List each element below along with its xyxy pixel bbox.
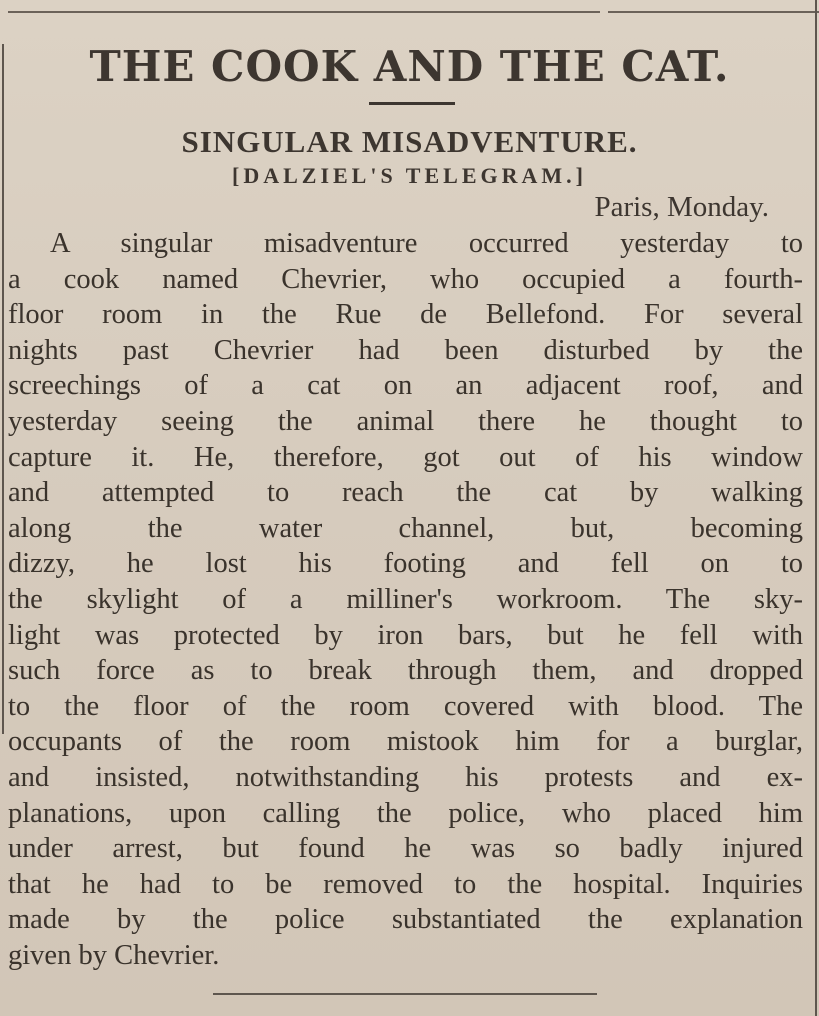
body-line: dizzy, he lost his footing and fell on to bbox=[8, 548, 803, 580]
dateline: Paris, Monday. bbox=[594, 191, 769, 223]
body-line: nights past Chevrier had been disturbed by the bbox=[8, 334, 803, 366]
body-line: occupants of the room mistook him for a burglar, bbox=[8, 726, 803, 758]
headline-divider bbox=[369, 102, 455, 105]
body-line: the skylight of a milliner's workroom. The sky- bbox=[8, 583, 803, 615]
article-body bbox=[8, 226, 803, 973]
body-line: given by Chevrier. bbox=[8, 939, 220, 971]
body-line: yesterday seeing the animal there he thought to bbox=[8, 405, 803, 437]
body-line: made by the police substantiated the explanation bbox=[8, 904, 803, 936]
body-line: that he had to be removed to the hospital. Inquiries bbox=[8, 868, 803, 900]
headline: THE COOK AND THE CAT. bbox=[89, 42, 730, 91]
body-line: along the water channel, but, becoming bbox=[8, 512, 803, 544]
body-line: under arrest, but found he was so badly injured bbox=[8, 833, 803, 865]
subheadline: SINGULAR MISADVENTURE. bbox=[181, 124, 638, 159]
body-line: A singular misadventure occurred yesterday to bbox=[50, 228, 803, 259]
body-line: such force as to break through them, and dropped bbox=[8, 655, 803, 687]
body-line: and insisted, notwithstanding his protests and ex- bbox=[8, 761, 803, 793]
body-line: a cook named Chevrier, who occupied a fourth- bbox=[8, 263, 803, 295]
body-line: screechings of a cat on an adjacent roof, and bbox=[8, 370, 803, 402]
body-line: planations, upon calling the police, who placed him bbox=[8, 797, 803, 829]
top-rule-right bbox=[608, 11, 819, 13]
source-credit: [DALZIEL'S TELEGRAM.] bbox=[232, 163, 587, 188]
bottom-rule bbox=[213, 993, 597, 995]
body-line: and attempted to reach the cat by walking bbox=[8, 477, 803, 509]
body-line: floor room in the Rue de Bellefond. For several bbox=[8, 299, 803, 331]
body-line: to the floor of the room covered with blood. The bbox=[8, 690, 803, 722]
top-rule bbox=[8, 11, 600, 13]
body-line: light was protected by iron bars, but he fell with bbox=[8, 619, 803, 651]
body-line: capture it. He, therefore, got out of his window bbox=[8, 441, 803, 473]
